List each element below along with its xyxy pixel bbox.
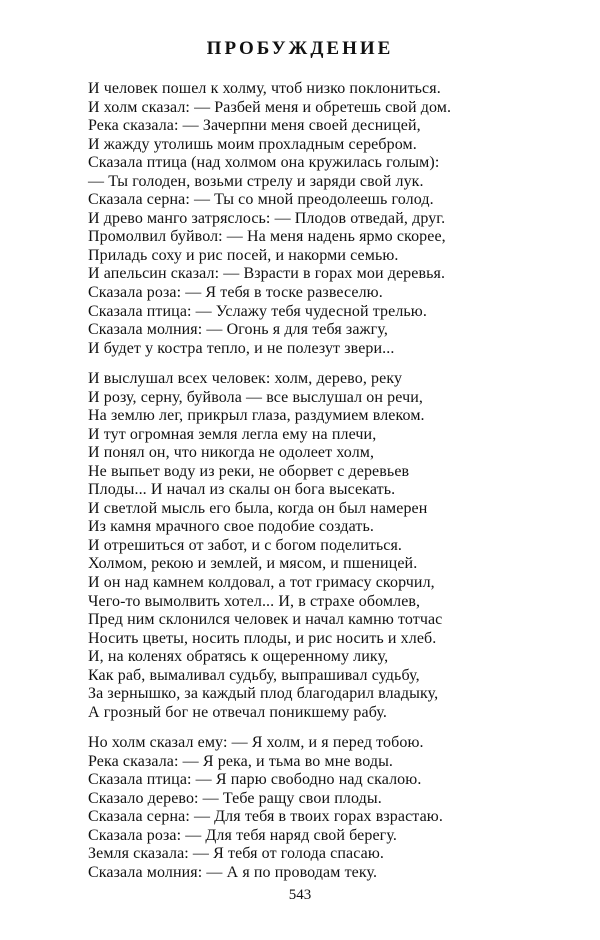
stanza-1 [88, 80, 528, 358]
verse-line: Сказала серна: — Ты со мной преодолеешь голод. [88, 191, 434, 209]
verse-line: Сказала роза: — Для тебя наряд свой берегу. [88, 826, 397, 844]
verse-line: И древо манго затряслось: — Плодов отведай, друг. [88, 209, 446, 227]
verse-line: Сказала птица: — Услажу тебя чудесной трелью. [88, 302, 427, 320]
verse-line: И, на коленях обратясь к ощеренному лику, [88, 648, 389, 666]
verse-line: И жажду утолишь моим прохладным серебром. [88, 135, 417, 153]
verse-line: И понял он, что никогда не одолеет холм, [88, 444, 375, 462]
verse-line: Носить цветы, носить плоды, и рис носить и хлеб. [88, 629, 437, 647]
verse-line: И тут огромная земля легла ему на плечи, [88, 425, 377, 443]
verse-line: И отрешиться от забот, и с богом поделиться. [88, 536, 403, 554]
verse-line: Промолвил буйвол: — На меня надень ярмо скорее, [88, 228, 446, 246]
verse-line: И розу, серну, буйвола — все выслушал он речи, [88, 388, 423, 406]
verse-line: Сказала молния: — Огонь я для тебя зажгу, [88, 321, 388, 339]
verse-line: За зернышко, за каждый плод благодарил владыку, [88, 685, 439, 703]
verse-line: И он над камнем колдовал, а тот гримасу скорчил, [88, 574, 435, 592]
verse-line: И холм сказал: — Разбей меня и обретешь свой дом. [88, 98, 452, 116]
verse-line: Сказала птица (над холмом она кружилась голым): [88, 154, 440, 172]
poem-title: ПРОБУЖДЕНИЕ [206, 38, 394, 59]
verse-line: Но холм сказал ему: — Я холм, и я перед тобою. [88, 734, 424, 751]
verse-line: Как раб, вымаливал судьбу, выпрашивал судьбу, [88, 666, 420, 684]
verse-line: И апельсин сказал: — Взрасти в горах мои деревья. [88, 265, 446, 283]
verse-line: Сказала роза: — Я тебя в тоске развеселю. [88, 284, 383, 302]
verse-line: Из камня мрачного свое подобие создать. [88, 518, 374, 536]
verse-line: На землю лег, прикрыл глаза, раздумием влеком. [88, 407, 425, 425]
verse-line: И светлой мысль его была, когда он был намерен [88, 499, 428, 517]
stanza-2 [88, 370, 528, 722]
verse-line: Река сказала: — Зачерпни меня своей десницей, [88, 117, 421, 135]
verse-line: Сказала птица: — Я парю свободно над скалою. [88, 771, 422, 789]
page-number: 543 [288, 887, 312, 903]
verse-line: А грозный бог не отвечал поникшему рабу. [88, 703, 387, 721]
verse-line: И человек пошел к холму, чтоб низко поклониться. [88, 80, 441, 97]
verse-line: Холмом, рекою и землей, и мясом, и пшеницей. [88, 555, 418, 573]
verse-line: Река сказала: — Я река, и тьма во мне воды. [88, 752, 394, 770]
verse-line: Сказало дерево: — Тебе ращу свои плоды. [88, 789, 382, 807]
verse-line: Приладь соху и рис посей, и накорми семью. [88, 246, 399, 264]
verse-line: Плоды... И начал из скалы он бога высекать. [88, 481, 396, 499]
verse-line: И выслушал всех человек: холм, дерево, реку [88, 370, 403, 387]
verse-line: Сказала серна: — Для тебя в твоих горах взрастаю. [88, 808, 443, 826]
stanza-3 [88, 734, 528, 882]
verse-line: Земля сказала: — Я тебя от голода спасаю. [88, 845, 384, 863]
verse-line: Сказала молния: — А я по проводам теку. [88, 863, 378, 881]
verse-line: И будет у костра тепло, и не полезут звери... [88, 339, 395, 357]
verse-line: — Ты голоден, возьми стрелу и заряди свой лук. [88, 172, 424, 190]
verse-line: Не выпьет воду из реки, не оборвет с деревьев [88, 462, 410, 480]
verse-line: Чего-то вымолвить хотел... И, в страхе обомлев, [88, 592, 421, 610]
verse-line: Пред ним склонился человек и начал камню тотчас [88, 611, 443, 629]
